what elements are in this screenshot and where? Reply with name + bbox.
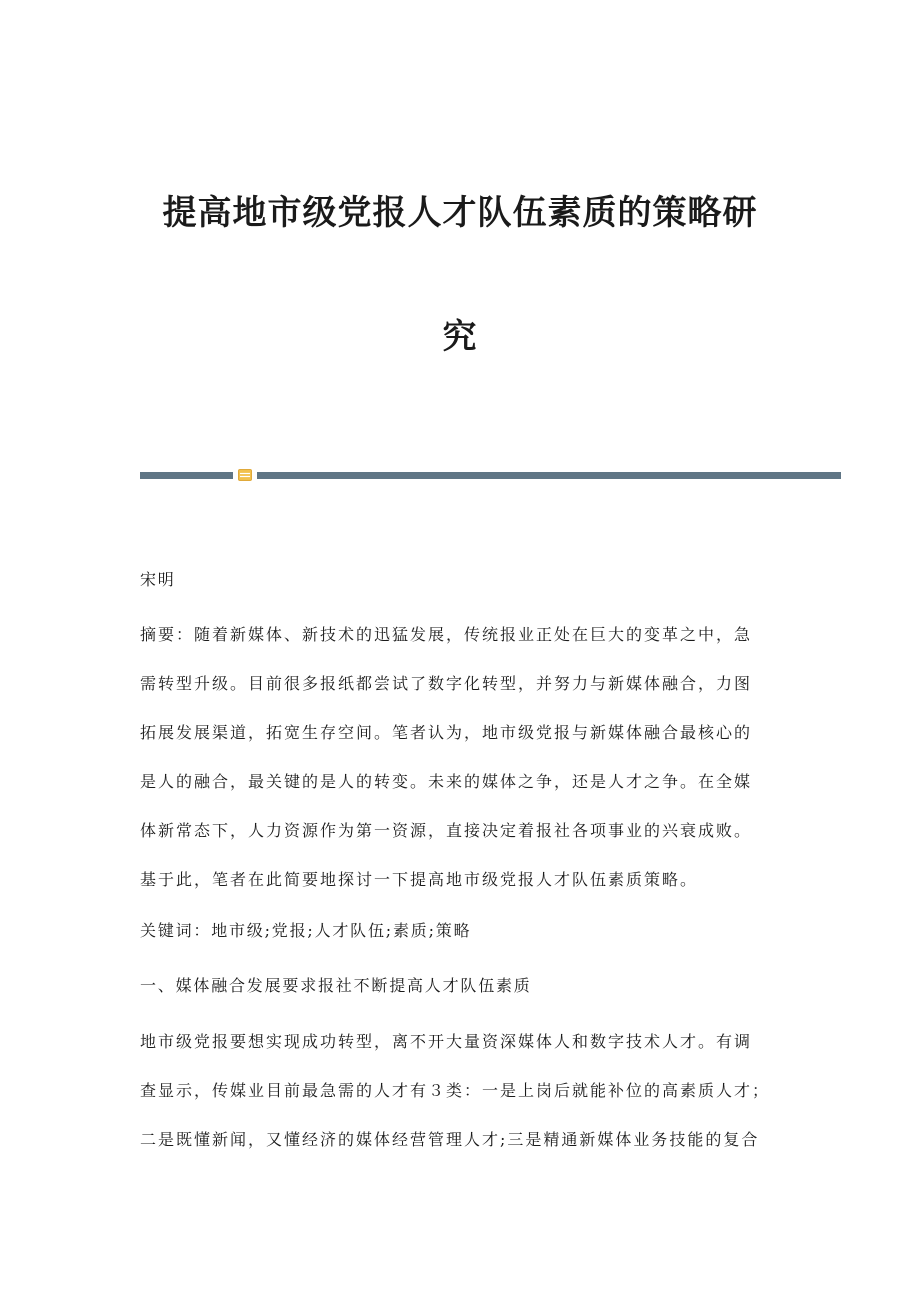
abstract-line: 是人的融合，最关键的是人的转变。未来的媒体之争，还是人才之争。在全媒 [140,772,753,791]
author-name: 宋明 [140,570,176,589]
document-title-line-1: 提高地市级党报人才队伍素质的策略研 [162,193,758,233]
abstract-line: 需转型升级。目前很多报纸都尝试了数字化转型，并努力与新媒体融合，力图 [140,674,753,693]
abstract-paragraph [140,627,780,921]
abstract-line: 体新常态下，人力资源作为第一资源，直接决定着报社各项事业的兴衰成败。 [140,821,753,840]
abstract-line: 基于此，笔者在此简要地探讨一下提高地市级党报人才队伍素质策略。 [140,870,699,889]
envelope-ornament-icon [238,469,252,481]
section-1-heading: 一、媒体融合发展要求报社不断提高人才队伍素质 [140,976,532,995]
divider-bar-right [257,472,841,479]
keywords: 关键词：地市级;党报;人才队伍;素质;策略 [140,921,472,940]
body-line: 二是既懂新闻，又懂经济的媒体经营管理人才;三是精通新媒体业务技能的复合 [140,1130,760,1149]
title-divider [140,469,841,481]
divider-bar-left [140,472,233,479]
document-title-line-2: 究 [442,317,478,357]
abstract-line: 拓展发展渠道，拓宽生存空间。笔者认为，地市级党报与新媒体融合最核心的 [140,723,753,742]
abstract-line: 摘要：随着新媒体、新技术的迅猛发展，传统报业正处在巨大的变革之中，急 [140,625,753,644]
section-1-body [140,1034,780,1181]
body-line: 查显示，传媒业目前最急需的人才有３类：一是上岗后就能补位的高素质人才； [140,1081,771,1100]
body-line: 地市级党报要想实现成功转型，离不开大量资深媒体人和数字技术人才。有调 [140,1032,753,1051]
